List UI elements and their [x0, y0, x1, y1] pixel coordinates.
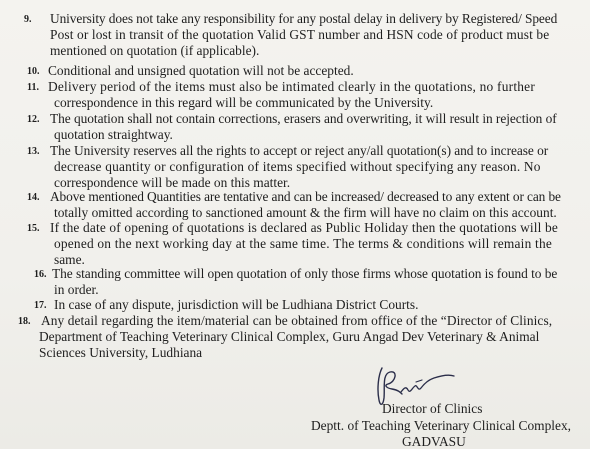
item-line: in order.	[54, 282, 99, 297]
item-line: correspondence will be made on this matter.	[54, 175, 291, 190]
item-line: mentioned on quotation (if applicable).	[50, 43, 260, 58]
item-line: Conditional and unsigned quotation will not be accepted.	[48, 63, 354, 78]
item-number: 9.	[24, 14, 32, 25]
item-line: decrease quantity or configuration of items specified without specifying any reason. No	[54, 159, 541, 174]
item-line: same.	[54, 252, 85, 267]
item-line: correspondence in this regard will be communicated by the University.	[54, 95, 434, 110]
item-number: 17.	[34, 300, 47, 311]
item-number: 13.	[27, 146, 40, 157]
item-line: Above mentioned Quantities are tentative and can be increased/ decreased to any extent or can be	[50, 189, 561, 204]
item-line: The standing committee will open quotation of only those firms whose quotation is found to be	[52, 266, 558, 281]
item-line: Department of Teaching Veterinary Clinical Complex, Guru Angad Dev Veterinary & Animal	[39, 329, 540, 344]
item-number: 10.	[27, 66, 40, 77]
item-number: 12.	[27, 114, 40, 125]
item-line: Sciences University, Ludhiana	[39, 345, 203, 360]
item-number: 15.	[27, 223, 40, 234]
signatory-title: Director of Clinics	[382, 401, 483, 416]
item-number: 11.	[27, 82, 39, 93]
item-number: 18.	[18, 316, 31, 327]
item-line: University does not take any responsibility for any postal delay in delivery by Registered/ Speed	[50, 11, 558, 26]
signatory-institution: GADVASU	[402, 434, 466, 449]
item-line: Delivery period of the items must also be intimated clearly in the quotations, no further	[48, 79, 536, 94]
item-line: If the date of opening of quotations is declared as Public Holiday then the quotations will be	[50, 220, 558, 235]
item-line: In case of any dispute, jurisdiction will be Ludhiana District Courts.	[54, 297, 419, 312]
signatory-department: Deptt. of Teaching Veterinary Clinical Complex,	[311, 418, 571, 433]
item-number: 14.	[27, 192, 40, 203]
item-line: The University reserves all the rights to accept or reject any/all quotation(s) and to increase or	[50, 143, 549, 158]
item-line: Post or lost in transit of the quotation Valid GST number and HSN code of product must be	[50, 27, 550, 42]
item-line: The quotation shall not contain corrections, erasers and overwriting, it will result in rejection of	[50, 111, 557, 126]
item-line: opened on the next working day at the same time. The terms & conditions will remain the	[54, 236, 552, 251]
item-number: 16.	[34, 269, 47, 280]
item-line: quotation straightway.	[54, 127, 173, 142]
item-line: totally omitted according to sanctioned amount & the firm will have no claim on this account.	[54, 205, 557, 220]
item-line: Any detail regarding the item/material can be obtained from office of the “Director of Clinics,	[41, 313, 553, 328]
